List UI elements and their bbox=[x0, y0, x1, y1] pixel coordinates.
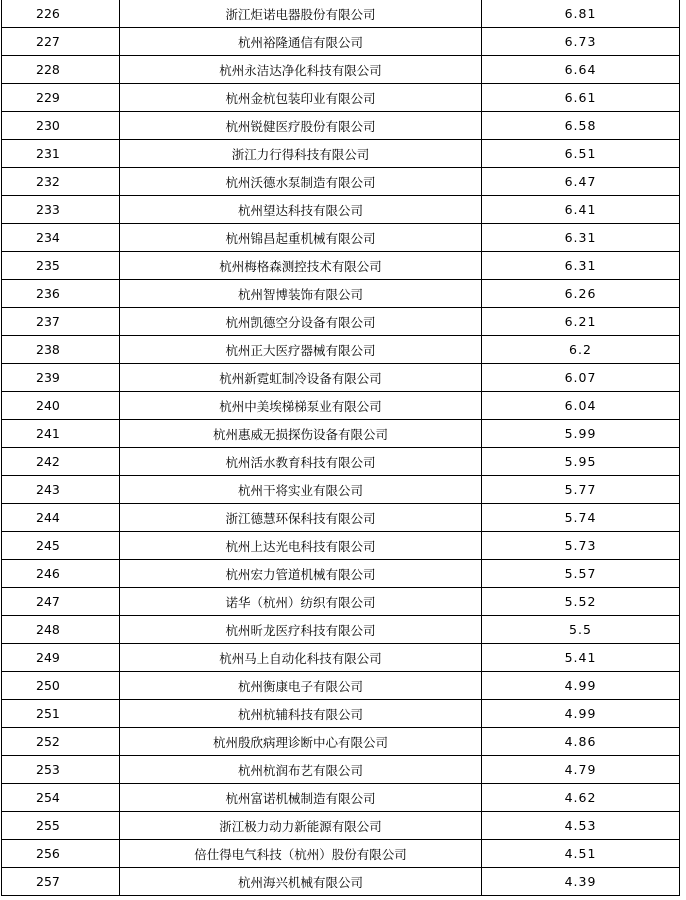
table-row bbox=[2, 504, 680, 532]
company-name-cell: 诺华（杭州）纺织有限公司 bbox=[120, 588, 482, 616]
company-name-cell: 杭州望达科技有限公司 bbox=[120, 196, 482, 224]
score-cell: 6.07 bbox=[482, 364, 680, 392]
company-name-cell: 杭州沃德水泵制造有限公司 bbox=[120, 168, 482, 196]
company-name-cell: 杭州凯德空分设备有限公司 bbox=[120, 308, 482, 336]
table-row bbox=[2, 560, 680, 588]
score-cell: 5.57 bbox=[482, 560, 680, 588]
table-row bbox=[2, 616, 680, 644]
company-name-cell: 杭州宏力管道机械有限公司 bbox=[120, 560, 482, 588]
score-cell: 5.74 bbox=[482, 504, 680, 532]
table-row bbox=[2, 588, 680, 616]
company-name-cell: 杭州中美埃梯梯泵业有限公司 bbox=[120, 392, 482, 420]
rank-cell: 226 bbox=[2, 0, 120, 28]
score-cell: 6.2 bbox=[482, 336, 680, 364]
score-cell: 4.53 bbox=[482, 812, 680, 840]
table-row bbox=[2, 448, 680, 476]
rank-cell: 256 bbox=[2, 840, 120, 868]
table-row bbox=[2, 280, 680, 308]
score-cell: 4.99 bbox=[482, 672, 680, 700]
score-cell: 6.81 bbox=[482, 0, 680, 28]
table-row bbox=[2, 812, 680, 840]
rank-cell: 243 bbox=[2, 476, 120, 504]
company-name-cell: 杭州梅格森测控技术有限公司 bbox=[120, 252, 482, 280]
rank-cell: 229 bbox=[2, 84, 120, 112]
score-cell: 4.79 bbox=[482, 756, 680, 784]
table-row bbox=[2, 308, 680, 336]
company-name-cell: 浙江极力动力新能源有限公司 bbox=[120, 812, 482, 840]
company-name-cell: 杭州马上自动化科技有限公司 bbox=[120, 644, 482, 672]
score-cell: 6.26 bbox=[482, 280, 680, 308]
rank-cell: 227 bbox=[2, 28, 120, 56]
company-name-cell: 浙江德慧环保科技有限公司 bbox=[120, 504, 482, 532]
company-name-cell: 杭州干将实业有限公司 bbox=[120, 476, 482, 504]
company-name-cell: 杭州衡康电子有限公司 bbox=[120, 672, 482, 700]
company-name-cell: 杭州裕隆通信有限公司 bbox=[120, 28, 482, 56]
company-name-cell: 杭州杭润布艺有限公司 bbox=[120, 756, 482, 784]
score-cell: 6.64 bbox=[482, 56, 680, 84]
table-row bbox=[2, 840, 680, 868]
company-name-cell: 杭州活水教育科技有限公司 bbox=[120, 448, 482, 476]
rank-cell: 250 bbox=[2, 672, 120, 700]
company-name-cell: 杭州正大医疗器械有限公司 bbox=[120, 336, 482, 364]
table-row bbox=[2, 532, 680, 560]
table-row bbox=[2, 728, 680, 756]
company-name-cell: 杭州锦昌起重机械有限公司 bbox=[120, 224, 482, 252]
rank-cell: 242 bbox=[2, 448, 120, 476]
table-row bbox=[2, 196, 680, 224]
table-row bbox=[2, 224, 680, 252]
company-name-cell: 杭州杭辅科技有限公司 bbox=[120, 700, 482, 728]
score-cell: 5.95 bbox=[482, 448, 680, 476]
rank-cell: 232 bbox=[2, 168, 120, 196]
company-name-cell: 杭州富诺机械制造有限公司 bbox=[120, 784, 482, 812]
score-cell: 6.47 bbox=[482, 168, 680, 196]
score-cell: 5.5 bbox=[482, 616, 680, 644]
table-row bbox=[2, 868, 680, 896]
score-cell: 6.61 bbox=[482, 84, 680, 112]
rank-cell: 252 bbox=[2, 728, 120, 756]
rank-cell: 257 bbox=[2, 868, 120, 896]
score-cell: 4.99 bbox=[482, 700, 680, 728]
company-name-cell: 杭州惠威无损探伤设备有限公司 bbox=[120, 420, 482, 448]
table-row bbox=[2, 140, 680, 168]
company-name-cell: 浙江炬诺电器股份有限公司 bbox=[120, 0, 482, 28]
table-row bbox=[2, 756, 680, 784]
table-row bbox=[2, 644, 680, 672]
rank-cell: 233 bbox=[2, 196, 120, 224]
company-name-cell: 杭州昕龙医疗科技有限公司 bbox=[120, 616, 482, 644]
company-name-cell: 杭州永洁达净化科技有限公司 bbox=[120, 56, 482, 84]
score-cell: 6.31 bbox=[482, 252, 680, 280]
score-cell: 4.62 bbox=[482, 784, 680, 812]
company-name-cell: 杭州金杭包装印业有限公司 bbox=[120, 84, 482, 112]
score-cell: 5.41 bbox=[482, 644, 680, 672]
table-row bbox=[2, 28, 680, 56]
table-row bbox=[2, 672, 680, 700]
score-cell: 6.31 bbox=[482, 224, 680, 252]
company-name-cell: 杭州锐健医疗股份有限公司 bbox=[120, 112, 482, 140]
company-name-cell: 杭州殷欣病理诊断中心有限公司 bbox=[120, 728, 482, 756]
rank-cell: 246 bbox=[2, 560, 120, 588]
table-body bbox=[2, 0, 680, 896]
score-cell: 5.52 bbox=[482, 588, 680, 616]
score-cell: 5.73 bbox=[482, 532, 680, 560]
score-cell: 6.51 bbox=[482, 140, 680, 168]
table-row bbox=[2, 700, 680, 728]
rank-cell: 244 bbox=[2, 504, 120, 532]
rank-cell: 245 bbox=[2, 532, 120, 560]
score-cell: 4.51 bbox=[482, 840, 680, 868]
company-score-table bbox=[1, 0, 680, 896]
company-name-cell: 杭州海兴机械有限公司 bbox=[120, 868, 482, 896]
rank-cell: 228 bbox=[2, 56, 120, 84]
company-name-cell: 浙江力行得科技有限公司 bbox=[120, 140, 482, 168]
rank-cell: 241 bbox=[2, 420, 120, 448]
rank-cell: 251 bbox=[2, 700, 120, 728]
company-name-cell: 杭州新霓虹制冷设备有限公司 bbox=[120, 364, 482, 392]
score-cell: 6.73 bbox=[482, 28, 680, 56]
rank-cell: 230 bbox=[2, 112, 120, 140]
table-row bbox=[2, 56, 680, 84]
company-name-cell: 杭州智博装饰有限公司 bbox=[120, 280, 482, 308]
score-cell: 4.39 bbox=[482, 868, 680, 896]
rank-cell: 231 bbox=[2, 140, 120, 168]
company-name-cell: 倍仕得电气科技（杭州）股份有限公司 bbox=[120, 840, 482, 868]
score-cell: 5.77 bbox=[482, 476, 680, 504]
table-row bbox=[2, 0, 680, 28]
table-row bbox=[2, 112, 680, 140]
score-cell: 4.86 bbox=[482, 728, 680, 756]
rank-cell: 254 bbox=[2, 784, 120, 812]
score-cell: 6.21 bbox=[482, 308, 680, 336]
table-row bbox=[2, 364, 680, 392]
rank-cell: 238 bbox=[2, 336, 120, 364]
table-row bbox=[2, 252, 680, 280]
rank-cell: 253 bbox=[2, 756, 120, 784]
table-row bbox=[2, 336, 680, 364]
company-name-cell: 杭州上达光电科技有限公司 bbox=[120, 532, 482, 560]
rank-cell: 248 bbox=[2, 616, 120, 644]
rank-cell: 240 bbox=[2, 392, 120, 420]
rank-cell: 255 bbox=[2, 812, 120, 840]
table-row bbox=[2, 168, 680, 196]
rank-cell: 235 bbox=[2, 252, 120, 280]
rank-cell: 239 bbox=[2, 364, 120, 392]
score-cell: 6.41 bbox=[482, 196, 680, 224]
rank-cell: 234 bbox=[2, 224, 120, 252]
rank-cell: 249 bbox=[2, 644, 120, 672]
rank-cell: 236 bbox=[2, 280, 120, 308]
table-row bbox=[2, 420, 680, 448]
table-row bbox=[2, 392, 680, 420]
rank-cell: 237 bbox=[2, 308, 120, 336]
rank-cell: 247 bbox=[2, 588, 120, 616]
score-cell: 6.58 bbox=[482, 112, 680, 140]
score-cell: 5.99 bbox=[482, 420, 680, 448]
table-row bbox=[2, 476, 680, 504]
table-row bbox=[2, 784, 680, 812]
score-cell: 6.04 bbox=[482, 392, 680, 420]
table-row bbox=[2, 84, 680, 112]
